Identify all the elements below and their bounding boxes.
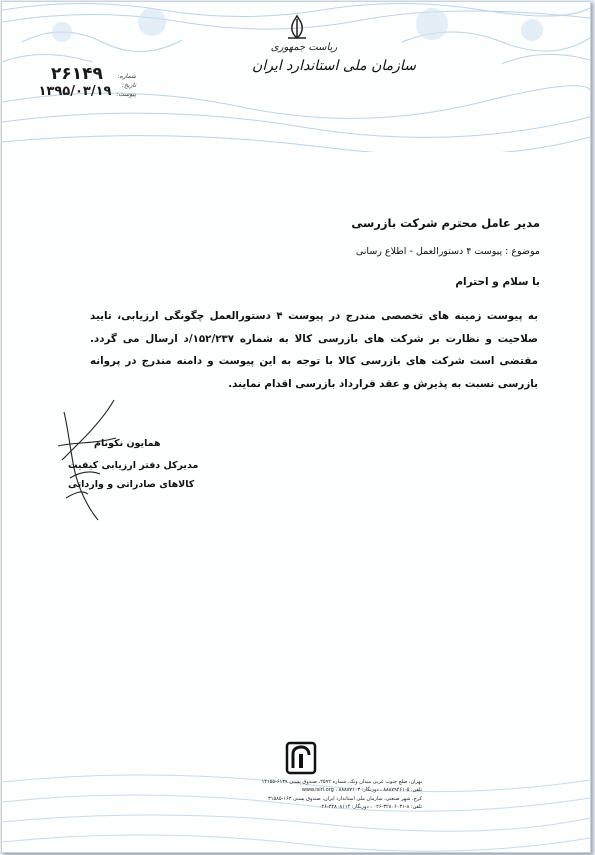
- signatory-title-line2: کالاهای صادراتی و وارداتی: [68, 479, 195, 490]
- recipient-line: مدیر عامل محترم شرکت بازرسی: [351, 216, 540, 230]
- letter-page: [1, 1, 591, 853]
- attachment-label: پیوست:: [116, 91, 136, 98]
- footer-address: [182, 778, 422, 811]
- footer-line: تهران، ضلع جنوب غربی میدان ونک، شماره ۲۵۹۲، صندوق پستی ۶۱۳۹-۱۴۱۵۵: [261, 779, 422, 785]
- iran-emblem-icon: [285, 14, 309, 40]
- footer-line: تلفن: ۵-۸۸۸۷۹۴۶۱ ، دورنگار: ۸۸۸۸۷۱۰۳ ، www.isiri.org: [301, 787, 422, 794]
- presidency-title: ریاست جمهوری: [270, 42, 338, 53]
- isiri-logo-icon: [283, 740, 319, 776]
- signatory-name: همایون نکونام: [94, 438, 161, 449]
- letter-body: به پیوست زمینه های تخصصی مندرج در پیوست ۴ دستورالعمل چگونگی ارزیابی، تایید صلاحیت و نظارت بر شرکت های بازرسی کالا به شماره ۱۵۲/۲۳۷/د ارسال می گردد. مقتضی است شرکت های بازرسی کالا با توجه به این پیوست و دامنه مندرج در پروانه بازرسی نسبت به پذیرش و عقد قرارداد بازرسی اقدام نمایند.: [90, 310, 539, 390]
- greeting-line: با سلام و احترام: [455, 276, 540, 288]
- letter-meta-labels: [114, 72, 136, 99]
- organization-name: سازمان ملی استاندارد ایران: [252, 58, 416, 74]
- letter-number: ۲۶۱۴۹: [51, 64, 103, 84]
- number-label: شماره:: [117, 73, 136, 80]
- signatory-title-line1: مدیرکل دفتر ارزیابی کیفیت: [68, 460, 199, 471]
- letter-date: ۱۳۹۵/۰۳/۱۹: [38, 84, 112, 99]
- subject-line: موضوع : پیوست ۴ دستورالعمل - اطلاع رسانی: [355, 246, 540, 257]
- footer-line: کرج، شهر صنعتی، سازمان ملی استاندارد ایران، صندوق پستی ۱۶۳-۳۱۵۸۵: [268, 795, 422, 802]
- footer-line: تلفن: ۸-۳۲۸۰۶۰۳۱-۰۲۶ ، دورنگار: ۳۲۸۰۸۱۱۴-۰۲۶: [318, 803, 422, 810]
- date-label: تاریخ:: [122, 82, 136, 89]
